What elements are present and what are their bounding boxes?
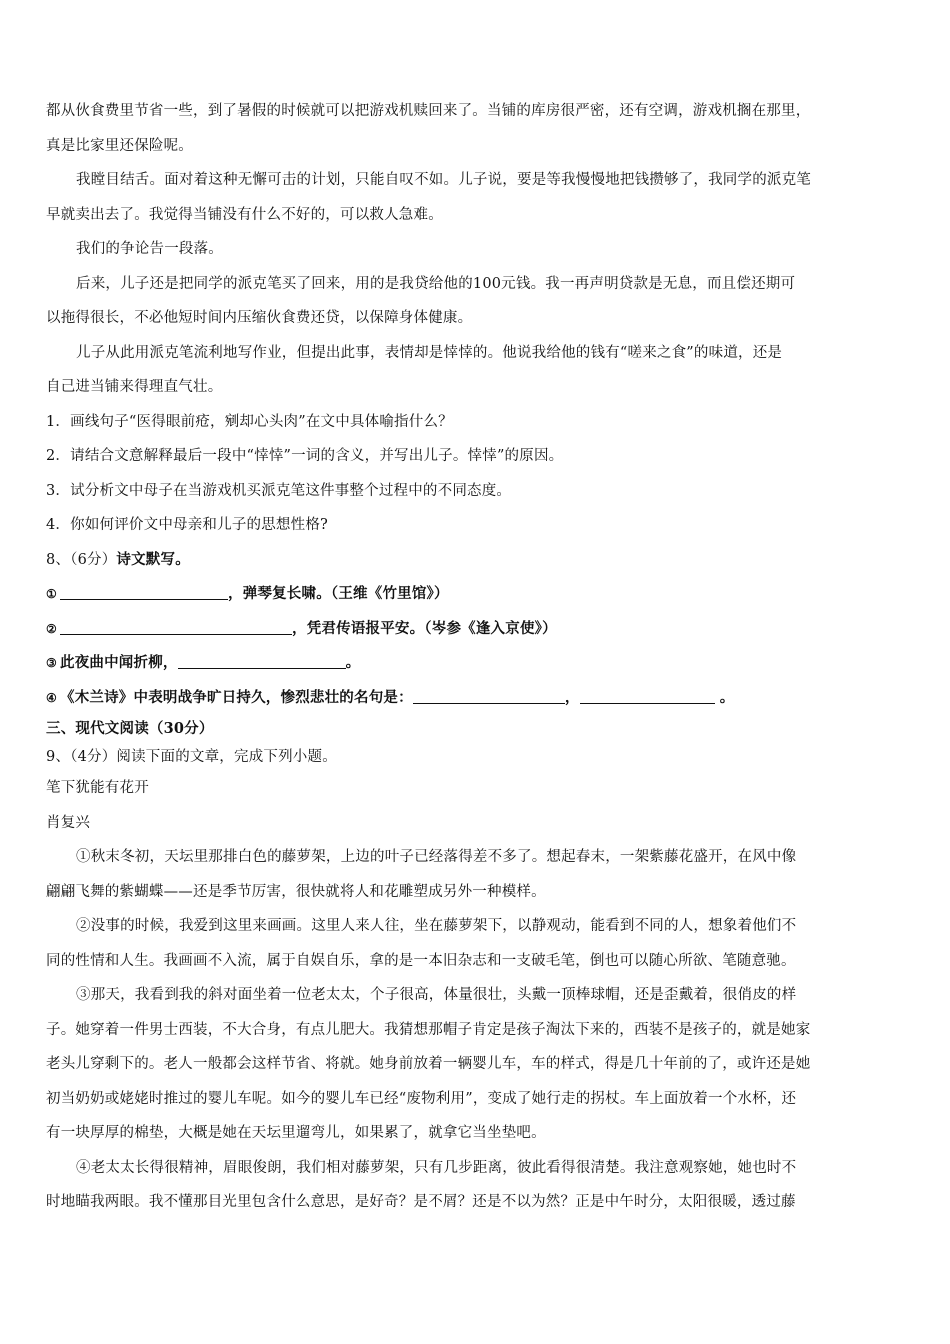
article-line: 初当奶奶或姥姥时推过的婴儿车呢。如今的婴儿车已经“废物利用”，变成了她行走的拐杖。车上面放着一个水杯，还 xyxy=(46,1090,797,1107)
story-line: 真是比家里还保险呢。 xyxy=(46,137,193,154)
article-line: 有一块厚厚的棉垫，大概是她在天坛里遛弯儿，如果累了，就拿它当坐垫吧。 xyxy=(46,1125,546,1141)
article-line: ②没事的时候，我爱到这里来画画。这里人来人往，坐在藤萝架下，以静观动，能看到不同的人，想象着他们不 xyxy=(76,918,797,934)
story-line: 自己进当铺来得理直气壮。 xyxy=(46,379,223,395)
item-text: ，弹琴复长啸。（王维《竹里馆》） xyxy=(228,585,449,602)
q8-item-4 xyxy=(46,681,908,716)
q8-item-1 xyxy=(46,577,908,612)
item-number: ① xyxy=(46,587,57,601)
document-page xyxy=(46,94,908,1220)
item-text: 。 xyxy=(714,688,735,706)
q8-header xyxy=(46,543,908,578)
story-line: 早就卖出去了。我觉得当铺没有什么不好的，可以救人急难。 xyxy=(46,206,443,223)
article-line: ①秋末冬初，天坛里那排白色的藤萝架，上边的叶子已经落得差不多了。想起春末，一架紫藤花盛开，在风中像 xyxy=(76,849,797,865)
article-line: 同的性情和人生。我画画不入流，属于自娱自乐，拿的是一本旧杂志和一支破毛笔，倒也可以随心所欲、笔随意驰。 xyxy=(46,952,796,969)
article-author: 肖复兴 xyxy=(46,814,91,831)
answer-blank[interactable] xyxy=(60,620,292,635)
item-separator: ， xyxy=(564,688,580,706)
article-line: 子。她穿着一件男士西装，不大合身，有点儿肥大。我猜想那帽子肯定是孩子淘汰下来的，西装不是孩子的，就是她家 xyxy=(46,1021,811,1038)
item-text: ，凭君传语报平安。（岑参《逢入京使》） xyxy=(292,619,557,637)
item-text: 。 xyxy=(345,654,361,671)
question-9: 9、（4分）阅读下面的文章，完成下列小题。 xyxy=(46,749,337,765)
item-text: 《木兰诗》中表明战争旷日持久，惨烈悲壮的名句是： xyxy=(60,688,413,706)
article-line: 翩翩飞舞的紫蝴蝶——还是季节厉害，很快就将人和花雕塑成另外一种模样。 xyxy=(46,883,546,900)
answer-blank[interactable] xyxy=(178,654,346,669)
question-1: 1．画线句子“医得眼前疮，剜却心头肉”在文中具体喻指什么？ xyxy=(46,413,453,430)
story-line: 以拖得很长，不必他短时间内压缩伙食费还贷，以保障身体健康。 xyxy=(46,310,473,326)
story-line: 儿子从此用派克笔流利地写作业，但提出此事，表情却是悻悻的。他说我给他的钱有“嗟来之食”的味道，还是 xyxy=(76,344,783,361)
q8-number: 8、（6分） xyxy=(46,551,117,568)
article-title: 笔下犹能有花开 xyxy=(46,780,149,796)
q8-item-2 xyxy=(46,612,908,647)
story-line: 都从伙食费里节省一些，到了暑假的时候就可以把游戏机赎回来了。当铺的库房很严密，还有空调，游戏机搁在那里， xyxy=(46,103,811,119)
story-line: 后来，儿子还是把同学的派克笔买了回来，用的是我贷给他的100元钱。我一再声明贷款是无息，而且偿还期可 xyxy=(76,275,796,292)
question-3: 3．试分析文中母子在当游戏机买派克笔这件事整个过程中的不同态度。 xyxy=(46,482,512,499)
article-line: ④老太太长得很精神，眉眼俊朗，我们相对藤萝架，只有几步距离，彼此看得很清楚。我注意观察她，她也时不 xyxy=(76,1159,797,1176)
answer-blank[interactable] xyxy=(413,689,565,704)
q8-item-3 xyxy=(46,646,908,681)
story-line: 我瞠目结舌。面对着这种无懈可击的计划，只能自叹不如。儿子说，要是等我慢慢地把钱攒够了，我同学的派克笔 xyxy=(76,172,811,188)
story-line: 我们的争论告一段落。 xyxy=(76,241,223,257)
answer-blank[interactable] xyxy=(60,585,228,600)
question-4: 4．你如何评价文中母亲和儿子的思想性格? xyxy=(46,517,328,533)
article-line: ③那天，我看到我的斜对面坐着一位老太太，个子很高，体量很壮，头戴一顶棒球帽，还是歪戴着，很俏皮的样 xyxy=(76,987,797,1003)
article-line: 老头儿穿剩下的。老人一般都会这样节省、将就。她身前放着一辆婴儿车，车的样式，得是几十年前的了，或许还是她 xyxy=(46,1056,811,1072)
question-2: 2．请结合文意解释最后一段中“悻悻”一词的含义，并写出儿子。悻悻”的原因。 xyxy=(46,448,564,464)
item-number: ④ xyxy=(46,690,57,705)
item-number: ③ xyxy=(46,656,57,670)
section-3-title: 三、现代文阅读（30分） xyxy=(46,720,214,737)
q8-title: 诗文默写。 xyxy=(116,550,190,568)
item-text: 此夜曲中闻折柳， xyxy=(60,654,178,671)
answer-blank[interactable] xyxy=(580,689,715,704)
article-line: 时地瞄我两眼。我不懂那目光里包含什么意思，是好奇？是不屑？还是不以为然？正是中午时分，太阳很暖，透过藤 xyxy=(46,1194,796,1210)
item-number: ② xyxy=(46,621,57,636)
